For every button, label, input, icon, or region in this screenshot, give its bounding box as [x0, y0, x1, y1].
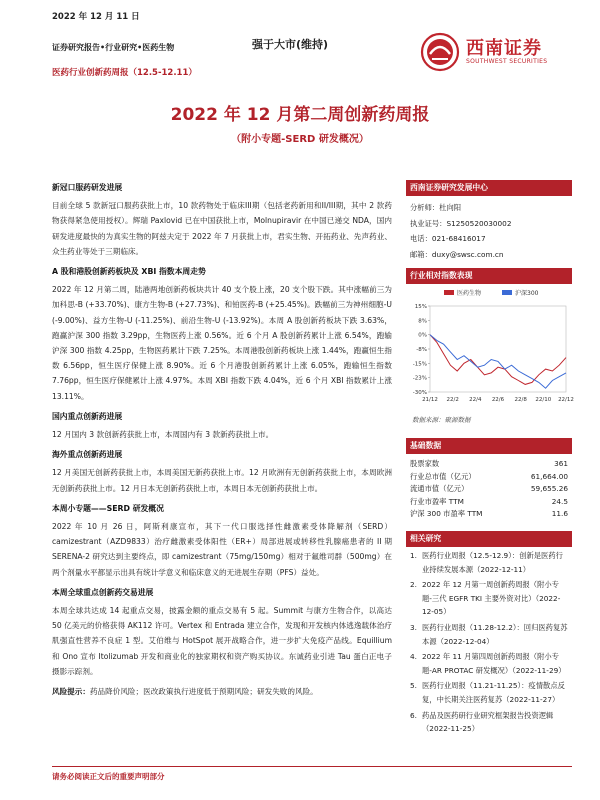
section-paragraph: 目前全球 5 款新冠口服药获批上市，10 款药物处于临床III期（包括老药新用和II/III期，其中 2 款药物获得紧急使用授权）。辉瑞 Paxlovid 已在中国获批上市，Molnupiravir 在中国已递交 NDA，国内研发进度最快的为真实生物的阿兹夫定于 2022 年 7 月获批上市，君实生物、开拓药业、先声药业、众生药业等处于三期临床。	[52, 201, 392, 256]
logo-text: 西南证券	[466, 38, 542, 59]
analyst-header: 西南证券研究发展中心	[406, 180, 572, 196]
item-text: 药品及医药研行业研究框架报告投资逻辑（2022-11-25）	[422, 710, 554, 734]
line-chart	[406, 284, 572, 412]
series-line-1	[430, 335, 566, 385]
x-tick-label: 22/6	[491, 397, 505, 403]
index-chart	[406, 284, 572, 412]
report-type: 证券研究报告•行业研究•医药生物	[52, 43, 175, 52]
chart-header: 行业相对指数表现	[406, 268, 572, 284]
related-item[interactable]	[406, 707, 572, 736]
analyst-license: 执业证号：S1250520030002	[410, 218, 512, 228]
related-header: 相关研究	[406, 531, 572, 547]
row-value: 11.6	[551, 509, 568, 519]
analyst-name: 分析师：杜向阳	[410, 203, 462, 212]
company-logo	[420, 32, 570, 74]
legend-swatch	[444, 290, 454, 295]
y-tick-label: -8%	[416, 347, 427, 353]
item-text: 医药行业周报（11.21-11.25）：疫情散点反复，中长期关注医药复苏（2022-11-27）	[422, 681, 565, 704]
page-subtitle: （附小专题-SERD 研发概况）	[231, 134, 369, 145]
industry-rating: 强于大市(维持)	[252, 38, 329, 51]
basic-data	[406, 438, 572, 521]
section-paragraph: 12 月美国无创新药获批上市，本周美国无新药获批上市。12 月欧洲有无创新药获批上市，本周欧洲无创新药获批上市。12 月日本无创新药获批上市，本周日本无创新药获批上市。	[52, 468, 392, 493]
sidebar	[406, 180, 572, 736]
risk-warning	[52, 684, 392, 699]
analyst-email[interactable]: 邮箱：duxy@swsc.com.cn	[410, 249, 504, 259]
row-label: 沪深 300 市盈率 TTM	[410, 509, 483, 519]
section-heading: 本周全球重点创新药交易进展	[52, 587, 154, 597]
basic-data-row	[406, 508, 572, 521]
row-value: 24.5	[551, 496, 568, 506]
row-label: 行业总市值（亿元）	[410, 471, 476, 481]
y-tick-label: -30%	[412, 390, 427, 396]
section-heading: A 股和港股创新药板块及 XBI 指数本周走势	[52, 267, 206, 277]
risk-text: 药品降价风险；医改政策执行进度低于预期风险；研发失败的风险。	[89, 687, 318, 697]
item-number: 3.	[410, 622, 417, 632]
page-title: 2022 年 12 月第二周创新药周报	[170, 105, 430, 125]
chart-section	[406, 268, 572, 424]
item-text: 医药行业周报（12.5-12.9）：创新是医药行业持续发展本源（2022-12-11）	[422, 550, 563, 574]
section-heading: 海外重点创新药进展	[52, 450, 123, 460]
page-header	[0, 0, 600, 84]
y-tick-label: 8%	[418, 318, 427, 325]
section-heading: 国内重点创新药进展	[52, 411, 123, 421]
plot-frame	[430, 306, 566, 392]
row-label: 行业市盈率 TTM	[410, 496, 464, 506]
item-number: 2.	[410, 580, 417, 590]
related-item[interactable]	[406, 576, 572, 619]
related-item[interactable]	[406, 677, 572, 706]
item-text: 医药行业周报（11.28-12.2）：回归医药复苏本源（2022-12-04）	[422, 622, 568, 646]
analyst-info	[406, 196, 572, 262]
risk-label: 风险提示：	[52, 687, 90, 697]
y-tick-label: -23%	[412, 375, 427, 382]
section-paragraph: 2022 年 10 月 26 日，阿斯利康宣布，其下一代口服选择性雌激素受体降解剂（SERD）camizestrant（AZD9833）治疗雌激素受体阳性（ER+）局部进展或转移性乳腺癌患者的 II 期 SERENA-2 研究达到主要终点，即 camizestrant（75mg/150mg）相对于氟维司群（500mg）在两个剂量水平都显示出具有统计学意义和临床意义的无进展生存期（PFS）益处。	[52, 522, 392, 577]
legend-label: 医药生物	[457, 290, 482, 297]
y-tick-label: -15%	[412, 361, 427, 368]
footer-divider	[52, 766, 572, 767]
item-text: 2022 年 12 月第一周创新药周报（附小专题-三代 EGFR TKI 主要外资对比）（2022-12-05）	[422, 580, 561, 617]
section-heading: 本周小专题——SERD 研发概况	[52, 503, 164, 513]
basic-data-header: 基础数据	[406, 438, 572, 454]
item-text: 2022 年 11 月第四周创新药周报（附小专题-AR PROTAC 研发概况）（2022-11-29）	[422, 652, 566, 675]
footer-disclaimer: 请务必阅读正文后的重要声明部分	[52, 772, 165, 781]
y-tick-label: 15%	[414, 304, 427, 310]
chart-source: 数据来源：聚源数据	[412, 416, 471, 424]
basic-data-row	[406, 471, 572, 484]
basic-data-row	[406, 496, 572, 509]
related-item[interactable]	[406, 648, 572, 677]
row-value: 59,655.26	[530, 484, 568, 494]
related-research	[406, 531, 572, 736]
item-number: 6.	[410, 710, 417, 720]
x-tick-label: 22/2	[446, 397, 459, 403]
legend-swatch	[502, 290, 512, 295]
logo-text-en: SOUTHWEST SECURITIES	[466, 58, 548, 65]
row-value: 61,664.00	[530, 471, 568, 481]
x-tick-label: 22/12	[558, 397, 574, 403]
x-tick-label: 22/10	[535, 397, 552, 403]
report-date: 2022 年 12 月 11 日	[52, 12, 140, 22]
x-tick-label: 22/4	[469, 397, 482, 403]
basic-data-table	[406, 454, 572, 521]
x-tick-label: 22/8	[514, 397, 527, 403]
basic-data-row	[406, 483, 572, 496]
x-tick-label: 21/12	[422, 397, 438, 403]
section-heading: 新冠口服药研发进展	[52, 183, 123, 192]
basic-data-row	[406, 458, 572, 471]
series-line-2	[430, 335, 566, 389]
related-item[interactable]	[406, 547, 572, 576]
y-tick-label: 0%	[418, 332, 427, 339]
item-number: 1.	[410, 550, 417, 560]
item-number: 4.	[410, 652, 417, 662]
logo-emblem-icon	[420, 32, 460, 72]
row-label: 流通市值（亿元）	[410, 484, 469, 494]
row-value: 361	[554, 459, 568, 468]
row-label: 股票家数	[410, 459, 440, 468]
related-item[interactable]	[406, 619, 572, 648]
report-series: 医药行业创新药周报（12.5-12.11）	[52, 68, 197, 78]
section-paragraph: 2022 年 12 月第二周，陆港两地创新药板块共计 40 支个股上涨，20 支个股下跌。其中涨幅前三为加科思-B (+33.70%)、康方生物-B (+27.73%)、和铂医药-B (+25.45%)。跌幅前三为神州细胞-U (-9.00%)、益方生物-U (-11.25%)、前沿生物-U (-13.92%)。本周 A 股创新药板块下跌 3.63%，跑赢沪深 300 指数 3.29pp，生物医药上涨 0.56%。近 6 个月 A 股创新药累计上涨 6.54%，跑输沪深 300 指数 4.25pp，生物医药累计下跌 7.25%。本周港股创新药板块上涨 1.44%，跑赢恒生指数 6.56pp，恒生医疗保健上涨 8.90%。近 6 个月港股创新药累计上涨 6.05%，跑输恒生指数 7.76pp，恒生医疗保健累计上涨 4.97%。本周 XBI 指数下跌 4.04%，近 6 个月 XBI 指数累计上涨 13.11%。	[52, 285, 392, 401]
main-content	[52, 180, 392, 704]
section-paragraph: 12 月国内 3 款创新药获批上市，本周国内有 3 款新药获批上市。	[52, 430, 274, 440]
item-number: 5.	[410, 681, 417, 691]
legend-label: 沪深300	[515, 290, 539, 297]
analyst-phone: 电话：021-68416017	[410, 234, 486, 243]
section-paragraph: 本周全球共达成 14 起重点交易，披露金额的重点交易有 5 起。Summit 与康方生物合作，以高达 50 亿美元的价格获得 AK112 许可。Vertex 和 Entrada 建立合作，发现和开发核内体逃逸载体治疗肌强直性营养不良症 1 型。艾伯维与 HotSpot 展开战略合作，进一步扩大免疫产品线。Equillium 和 Ono 宣布 Itolizumab 开发和商业化的独家期权和资产购买协议。东诚药业引进 Tau 蛋白正电子摄影示踪剂。	[52, 606, 392, 676]
